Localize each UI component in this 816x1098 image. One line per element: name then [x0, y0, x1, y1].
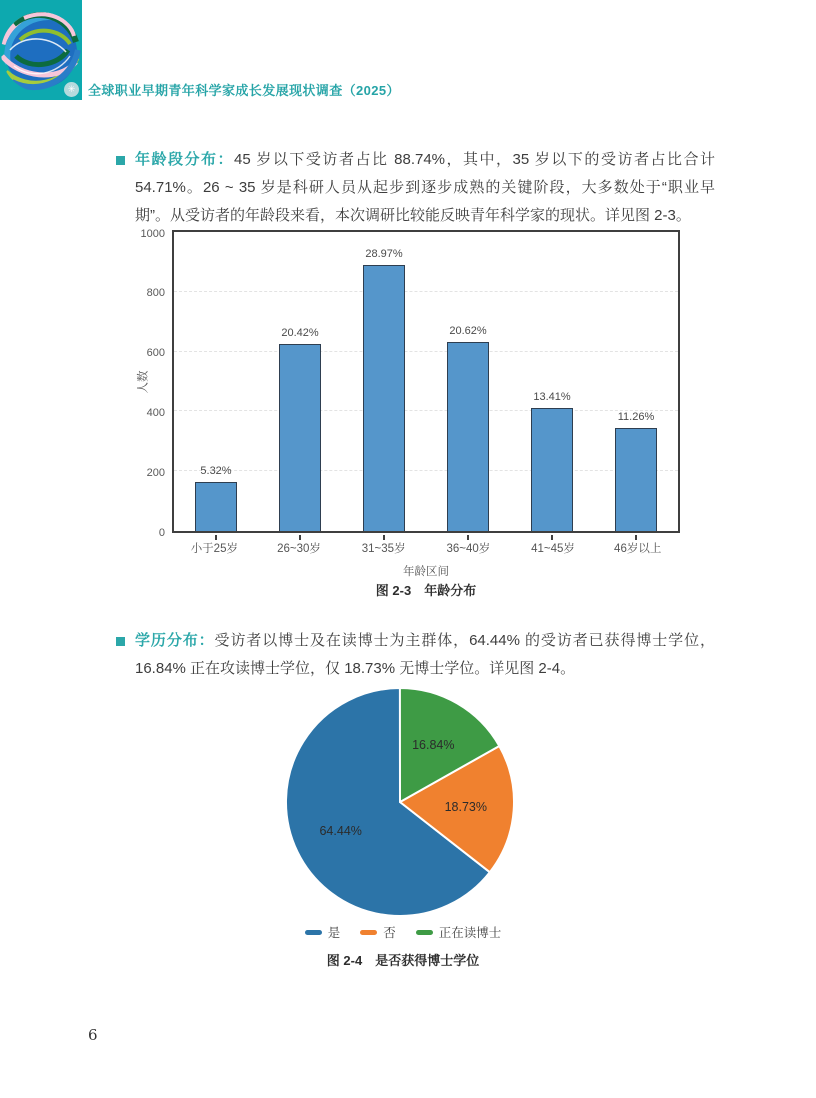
bar-value-label: 13.41% [533, 390, 571, 403]
y-tick-label: 800 [146, 287, 165, 300]
bullet-square-icon [116, 156, 125, 165]
bar-value-label: 20.62% [449, 324, 487, 337]
legend-label: 正在读博士 [438, 926, 502, 940]
x-tick-label: 36~40岁 [446, 543, 491, 555]
bar [447, 342, 489, 531]
paragraph-lead: 年龄段分布： [135, 151, 235, 168]
bar [615, 428, 657, 531]
y-tick-label: 1000 [140, 227, 165, 240]
legend-marker-icon [360, 930, 377, 935]
y-tick-label: 600 [146, 347, 165, 360]
gridline [174, 351, 678, 352]
age-bar-chart [137, 228, 697, 603]
x-tick-label: 46岁以上 [614, 543, 662, 555]
bar-value-label: 5.32% [200, 465, 232, 478]
legend-label: 否 [383, 926, 396, 940]
x-tick-label: 26~30岁 [277, 543, 321, 555]
legend-item [416, 923, 502, 941]
bar-chart-y-axis-title: 人数 [137, 370, 150, 394]
medallion-icon: ✳ [64, 82, 79, 97]
pie-slice-label: 16.84% [412, 738, 455, 752]
bullet-square-icon [116, 637, 125, 646]
legend-item [360, 923, 396, 941]
y-tick-label: 200 [146, 466, 165, 479]
x-tick-label: 41~45岁 [531, 543, 575, 555]
bar [279, 344, 321, 531]
gridline [174, 470, 678, 471]
y-tick-label: 0 [158, 526, 165, 539]
bar [195, 482, 237, 531]
paragraph-body: 受访者以博士及在读博士为主群体，64.44% 的受访者已获得博士学位，16.84% 正在攻读博士学位，仅 18.73% 无博士学位。详见图 2-4。 [135, 632, 715, 677]
paragraph-education-distribution [115, 627, 715, 683]
page-number: 6 [88, 1026, 98, 1044]
gridline [174, 410, 678, 411]
bar-chart-y-axis-ticks [137, 227, 165, 539]
legend-label: 是 [327, 926, 341, 940]
bar-value-label: 11.26% [617, 410, 655, 423]
bar-chart-x-axis-title: 年龄区间 [403, 566, 449, 578]
y-tick-label: 400 [146, 406, 165, 419]
pie-slice-label: 64.44% [319, 823, 362, 838]
paragraph-lead: 学历分布： [135, 632, 215, 649]
legend-marker-icon [416, 930, 433, 935]
paragraph-body: 45 岁以下受访者占比 88.74%，其中，35 岁以下的受访者占比合计 54.71%。26 ~ 35 岁是科研人员从起步到逐步成熟的关键阶段，大多数处于“职业早期”。从受访者的年龄段来看，本次调研比较能反映青年科学家的现状。详见图 2-3。 [135, 151, 715, 224]
figure-2-4-caption: 图 2-4 是否获得博士学位 [326, 953, 480, 968]
x-tick-label: 31~35岁 [361, 543, 406, 555]
bar [531, 408, 573, 531]
bar-chart-x-axis-labels [172, 540, 680, 556]
pie-legend [253, 923, 553, 941]
header-title: 全球职业早期青年科学家成长发展现状调查（2025） [88, 83, 400, 98]
pie-slice-label: 18.73% [444, 800, 488, 814]
figure-2-3-caption: 图 2-3 年龄分布 [375, 583, 477, 598]
x-tick-label: 小于25岁 [190, 543, 238, 555]
legend-marker-icon [305, 930, 322, 935]
legend-item [305, 923, 341, 941]
bar-value-label: 28.97% [365, 248, 403, 261]
page-header [64, 80, 400, 99]
gridline [174, 291, 678, 292]
pie-svg [253, 684, 553, 922]
bar [363, 265, 405, 531]
bar-value-label: 20.42% [281, 326, 319, 339]
paragraph-age-distribution [115, 146, 715, 230]
bar-plot-area [172, 230, 680, 533]
phd-pie-chart [253, 684, 553, 969]
